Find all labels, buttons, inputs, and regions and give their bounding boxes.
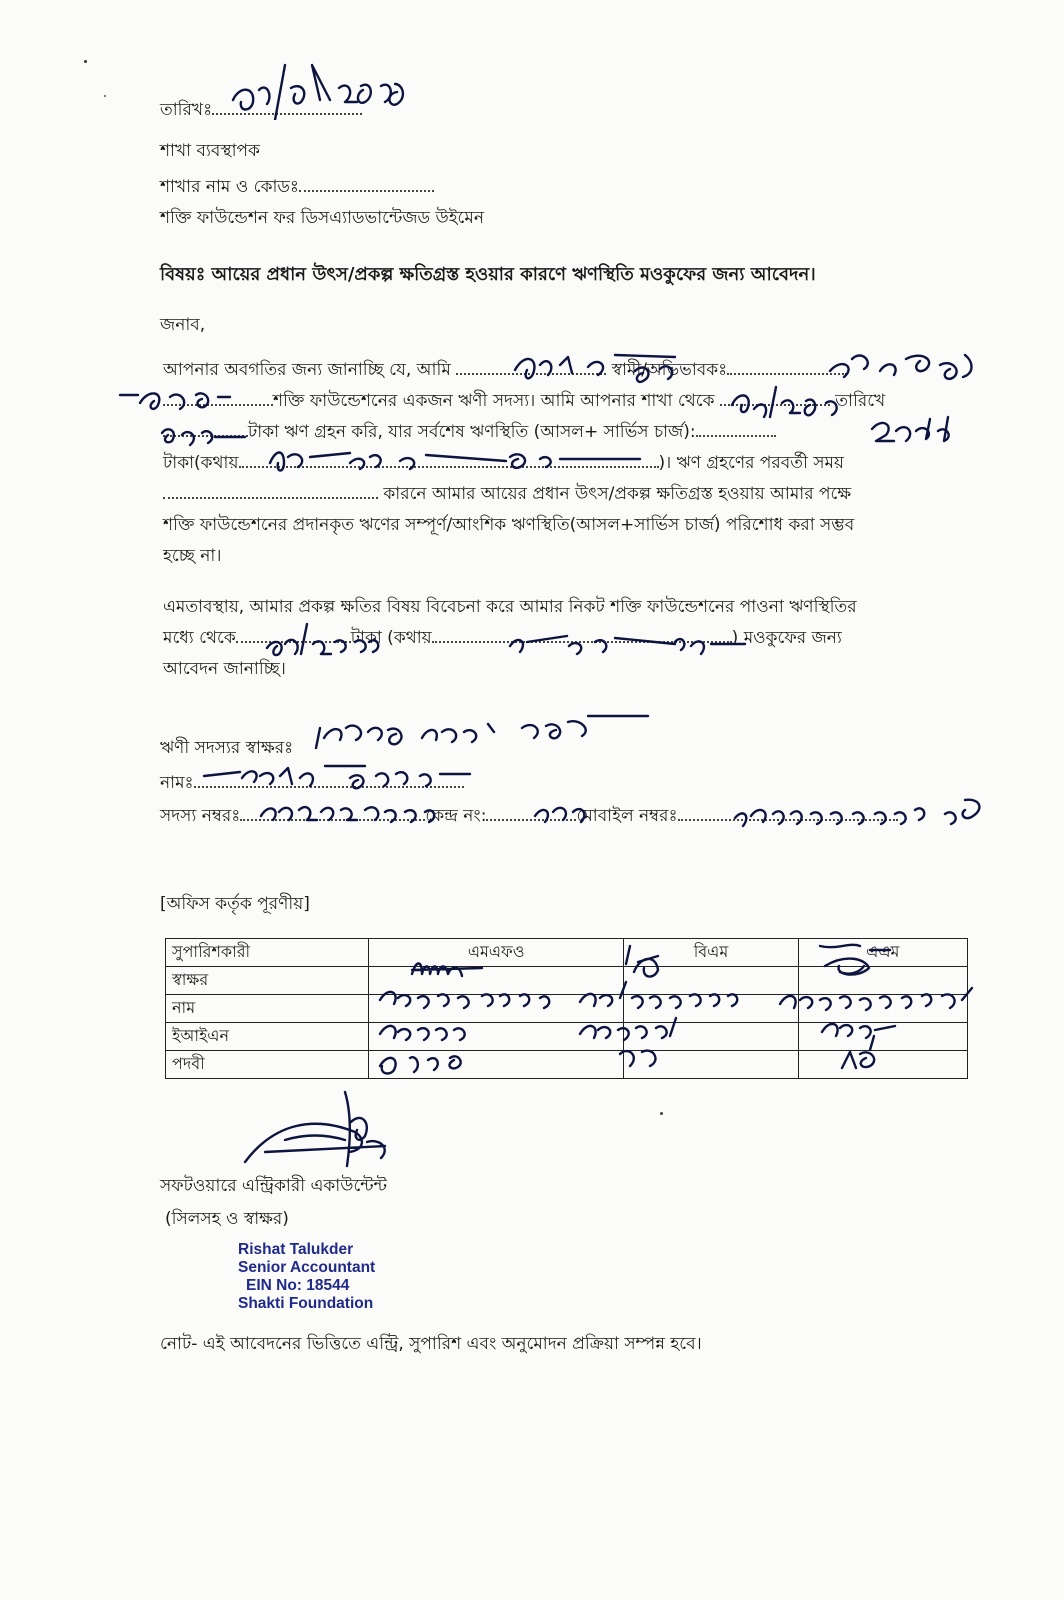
seal-line: (সিলসহ ও স্বাক্ষর) (165, 1209, 289, 1229)
member-number-label: সদস্য নম্বরঃ (160, 806, 241, 826)
paragraph-2 (163, 592, 983, 685)
paragraph-1 (163, 355, 983, 572)
p1-text-d: তারিখে (835, 391, 886, 411)
mobile-number-label: মোবাইল নম্বরঃ (576, 806, 678, 826)
member-signature (312, 708, 672, 758)
p1-text-j: হচ্ছে না। (163, 546, 222, 566)
p2-text-d: ) মওকুফের জন্য (731, 628, 842, 648)
table-row (166, 1023, 968, 1051)
accountant-line: সফটওয়ারে এন্ট্রিকারী একাউন্টেন্ট (160, 1176, 388, 1196)
stamp-org: Shakti Foundation (238, 1295, 374, 1312)
salutation: জনাব, (160, 315, 206, 335)
p1-text-g: )। ঋণ গ্রহণের পরবর্তী সময় (658, 453, 844, 473)
recipient-line: শাখা ব্যবস্থাপক (160, 141, 260, 161)
p2-text-a: এমতাবস্থায়, আমার প্রকল্প ক্ষতির বিষয় বিবেচনা করে আমার নিকট শক্তি ফাউন্ডেশনের পাওনা ঋণস্থিতির (163, 597, 857, 617)
stamp-ein: EIN No: 18544 (246, 1277, 350, 1294)
accountant-signature (225, 1082, 425, 1182)
row-header: স্বাক্ষর (166, 967, 369, 995)
date-line (160, 97, 362, 121)
member-name-line (160, 770, 464, 794)
member-number-line (160, 803, 898, 827)
p1-text-h: কারনে আমার আয়ের প্রধান উৎস/প্রকল্প ক্ষতিগ্রস্ত হওয়ায় আমার পক্ষে (383, 484, 852, 504)
p1-text-e: টাকা ঋণ গ্রহন করি, যার সর্বশেষ ঋণস্থিতি (আসল+ সার্ভিস চার্জ): (248, 422, 696, 442)
p1-text-a: আপনার অবগতির জন্য জানাচ্ছি যে, আমি (163, 360, 451, 380)
member-signature-line (160, 737, 293, 759)
subject-line: বিষয়ঃ আয়ের প্রধান উৎস/প্রকল্প ক্ষতিগ্রস্ত হওয়ার কারণে ঋণস্থিতি মওকুফের জন্য আবেদন। (160, 264, 816, 285)
table-row (166, 1051, 968, 1079)
footer-note: নোট- এই আবেদনের ভিত্তিতে এন্ট্রি, সুপারিশ এবং অনুমোদন প্রক্রিয়া সম্পন্ন হবে। (160, 1334, 702, 1354)
p1-text-f: টাকা(কথায় (163, 453, 239, 473)
p2-text-b: মধ্যে থেকে (163, 628, 236, 648)
row-header: নাম (166, 995, 369, 1023)
row-header: পদবী (166, 1051, 369, 1079)
p1-text-i: শক্তি ফাউন্ডেশনের প্রদানকৃত ঋণের সম্পূর্ণ/আংশিক ঋণস্থিতি(আসল+সার্ভিস চার্জ) পরিশোধ করা সম্ভব (163, 515, 855, 535)
p1-text-b: স্বামী/অভিভাবকঃ (611, 360, 728, 380)
speck (84, 60, 87, 63)
date-label: তারিখঃ (160, 100, 213, 120)
center-number-label: কেন্দ্র নং: (425, 806, 487, 826)
speck (660, 1112, 663, 1115)
member-name-label: নামঃ (160, 773, 194, 793)
recommendation-table (165, 938, 968, 1079)
speck (104, 95, 106, 97)
p2-text-c: টাকা (কথায় (350, 628, 432, 648)
p2-text-e: আবেদন জানাচ্ছি। (163, 659, 286, 679)
organization-line: শক্তি ফাউন্ডেশন ফর ডিসএ্যাডভান্টেজড উইমেন (160, 208, 484, 228)
table-row (166, 967, 968, 995)
office-heading: [অফিস কর্তৃক পূরণীয়] (160, 894, 310, 914)
column-header-bm: বিএম (624, 939, 798, 967)
member-signature-label: ঋণী সদস্যর স্বাক্ষরঃ (160, 738, 294, 758)
stamp-title: Senior Accountant (238, 1259, 376, 1276)
accountant-stamp (238, 1241, 375, 1313)
branch-line (160, 174, 434, 198)
table-row (166, 995, 968, 1023)
stamp-name: Rishat Talukder (238, 1241, 354, 1258)
row-header: সুপারিশকারী (166, 939, 369, 967)
row-header: ইআইএন (166, 1023, 369, 1051)
p1-text-c: শক্তি ফাউন্ডেশনের একজন ঋণী সদস্য। আমি আপনার শাখা থেকে (273, 391, 715, 411)
table-row (166, 939, 968, 967)
column-header-mfo: এমএফও (369, 939, 624, 967)
branch-label: শাখার নাম ও কোডঃ (160, 177, 299, 197)
column-header-am: এএম (798, 939, 967, 967)
